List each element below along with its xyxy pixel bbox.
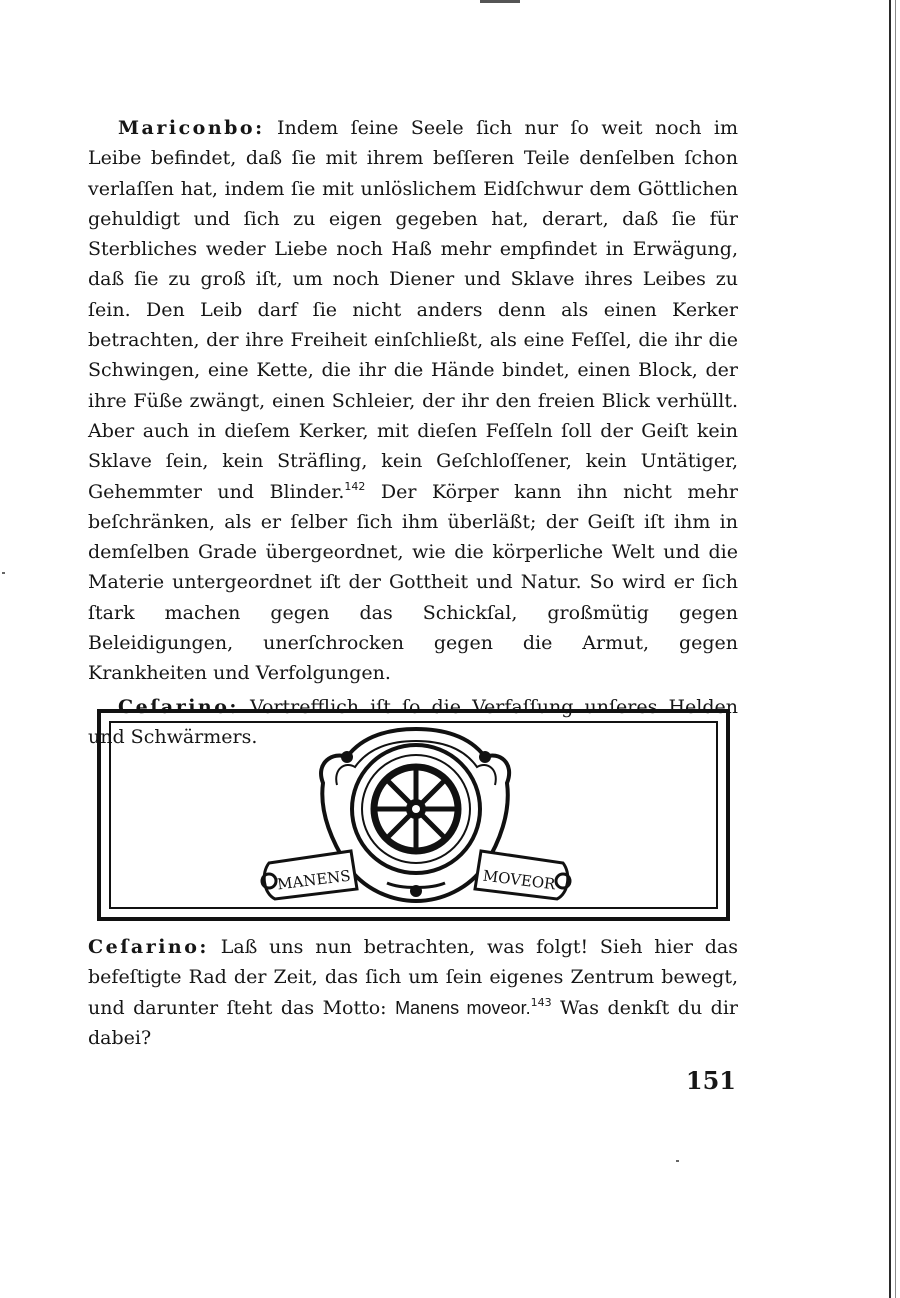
motto-right: MOVEOR: [481, 866, 557, 894]
page-edge-line-outer: [895, 0, 896, 1298]
speaker-name: Ceſarino:: [118, 695, 239, 718]
paragraph-cesarino-motto: [88, 932, 738, 1053]
scan-speck: [2, 572, 5, 574]
motto-left: MANENS: [276, 866, 352, 894]
caption-text-block: [88, 932, 738, 1053]
paragraph-text: Laß uns nun betrachten, was folgt! Sieh hier das befeſtigte Rad der Zeit, das ſich um ſein eigenes Zentrum bewegt, und darunter ſteht das Motto:: [88, 936, 738, 1019]
speaker-name: Ceſarino:: [88, 936, 209, 958]
paragraph-text: Indem ſeine Seele ſich nur ſo weit noch im Leibe befindet, daß ſie mit ihrem beſſeren Teile denſelben ſchon verlaſſen hat, indem ſie mit unlöslichem Eidſchwur dem Göttlichen gehuldigt und ſich zu eigen gegeben hat, derart, daß ſie für Sterbliches weder Liebe noch Haß mehr empfindet in Erwägung, daß ſie zu groß iſt, um noch Diener und Sklave ihres Leibes zu ſein. Den Leib darf ſie nicht anders denn als einen Kerker betrachten, der ihre Freiheit einſchließt, als eine Feſſel, die ihr die Schwingen, eine Kette, die ihr die Hände bindet, einen Block, der ihre Füße zwängt, einen Schleier, der ihr den freien Blick verhüllt. Aber auch in dieſem Kerker, mit dieſen Feſſeln ſoll der Geiſt kein Sklave ſein, kein Sträfling, kein Geſchloſſener, kein Untätiger, Gehemmter und Blinder.: [88, 117, 738, 503]
paragraph-text-continued: Was denkſt du dir dabei?: [88, 996, 738, 1049]
paragraph-text: Vortrefflich iſt ſo die Verfaſſung unſeres Helden und Schwärmers.: [88, 695, 738, 748]
paragraph-text-continued: Der Körper kann ihn nicht mehr beſchränken, als er ſelber ſich ihm überläßt; der Geiſt iſt ihm in demſelben Grade übergeordnet, wie die körperliche Welt und die Materie untergeordnet iſt der Gottheit und Natur. So wird er ſich ſtark machen gegen das Schickſal, großmütig gegen Beleidigungen, unerſchrocken gegen die Armut, gegen Krankheiten und Verfolgungen.: [88, 480, 738, 685]
latin-motto: Manens moveor.: [395, 997, 531, 1018]
paragraph-maricondo: [88, 113, 738, 689]
page-number: 151: [685, 1066, 736, 1095]
page-edge-line: [889, 0, 891, 1298]
wheel-emblem-drawing: [101, 713, 726, 917]
top-scan-mark: [480, 0, 520, 3]
footnote-ref[interactable]: 142: [344, 479, 366, 493]
footnote-ref[interactable]: 143: [530, 995, 552, 1009]
emblem-illustration: [97, 709, 730, 921]
main-text-block: [88, 113, 738, 752]
speaker-name: Mariconbo:: [118, 117, 265, 139]
scan-speck: [676, 1160, 679, 1162]
